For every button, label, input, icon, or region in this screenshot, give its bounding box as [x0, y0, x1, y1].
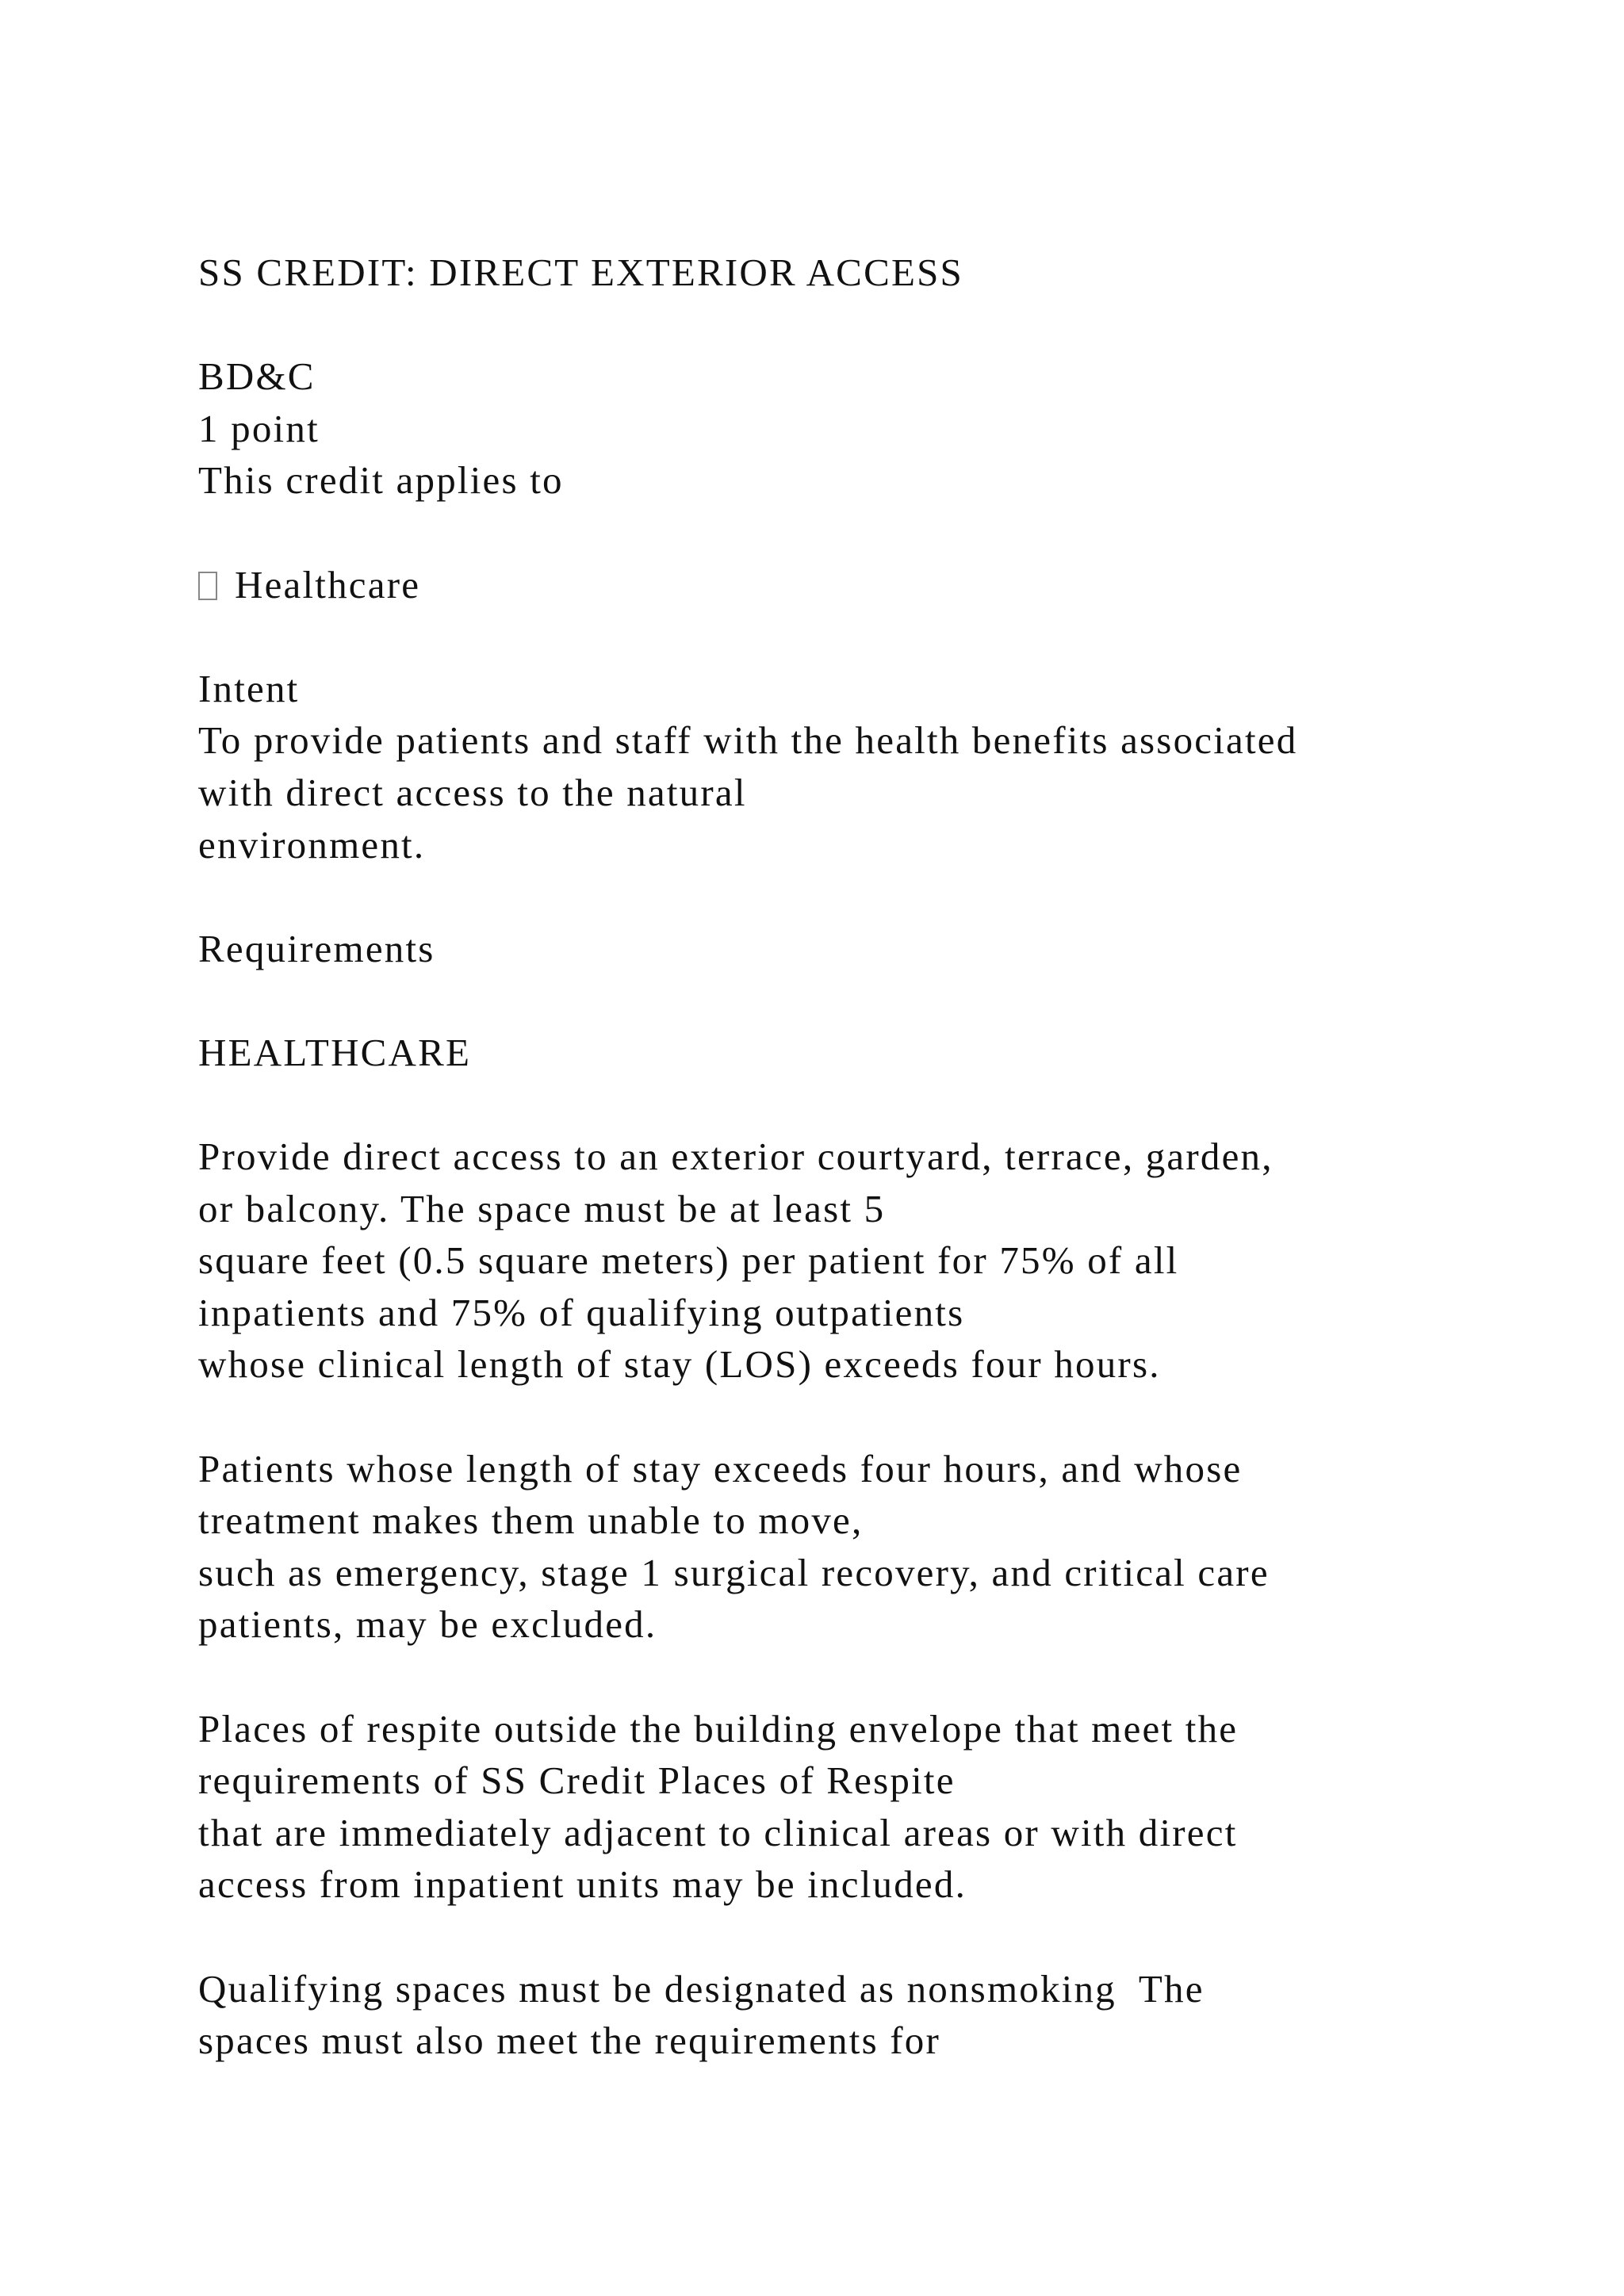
paragraph-line: Qualifying spaces must be designated as nonsmoking The: [198, 1966, 1205, 2011]
paragraph-line: access from inpatient units may be included.: [198, 1862, 967, 1907]
points-value: 1 point: [198, 406, 320, 450]
paragraph-line: spaces must also meet the requirements for: [198, 2019, 941, 2063]
document-title: SS CREDIT: DIRECT EXTERIOR ACCESS: [198, 251, 963, 294]
intent-heading: Intent: [198, 666, 300, 710]
applies-to-item: [198, 559, 1546, 611]
paragraph-line: requirements of SS Credit Places of Respite: [198, 1758, 956, 1803]
paragraph-line: whose clinical length of stay (LOS) exceeds four hours.: [198, 1342, 1161, 1387]
spacer: [198, 507, 1546, 559]
requirements-heading: Requirements: [198, 926, 435, 970]
paragraph-line: patients, may be excluded.: [198, 1602, 657, 1647]
document-body: [198, 247, 1546, 2067]
spacer: [198, 299, 1546, 351]
paragraph-line: that are immediately adjacent to clinical areas or with direct: [198, 1810, 1238, 1854]
spacer: [198, 610, 1546, 663]
paragraph-line: such as emergency, stage 1 surgical recovery, and critical care: [198, 1550, 1270, 1594]
paragraph-line: Patients whose length of stay exceeds four hours, and whose: [198, 1446, 1243, 1490]
applies-to-item-label: Healthcare: [235, 562, 421, 607]
missing-glyph-box-icon: [198, 572, 217, 600]
paragraph-line: treatment makes them unable to move,: [198, 1498, 864, 1543]
paragraph-line: or balcony. The space must be at least 5: [198, 1186, 886, 1230]
intent-line: with direct access to the natural: [198, 770, 747, 814]
section-heading: HEALTHCARE: [198, 1030, 472, 1074]
paragraph-line: Places of respite outside the building envelope that meet the: [198, 1706, 1239, 1751]
intent-line: environment.: [198, 822, 426, 867]
applies-to-label: This credit applies to: [198, 458, 564, 503]
paragraph-line: Provide direct access to an exterior courtyard, terrace, garden,: [198, 1135, 1274, 1179]
spacer: [198, 974, 1546, 1027]
rating-system: BD&C: [198, 354, 316, 399]
spacer: [198, 1391, 1546, 1443]
spacer: [198, 1651, 1546, 1703]
spacer: [198, 871, 1546, 923]
spacer: [198, 1079, 1546, 1131]
paragraph-line: square feet (0.5 square meters) per patient for 75% of all: [198, 1238, 1179, 1283]
spacer: [198, 1911, 1546, 1963]
intent-line: To provide patients and staff with the health benefits associated: [198, 718, 1298, 763]
paragraph-line: inpatients and 75% of qualifying outpatients: [198, 1290, 965, 1334]
